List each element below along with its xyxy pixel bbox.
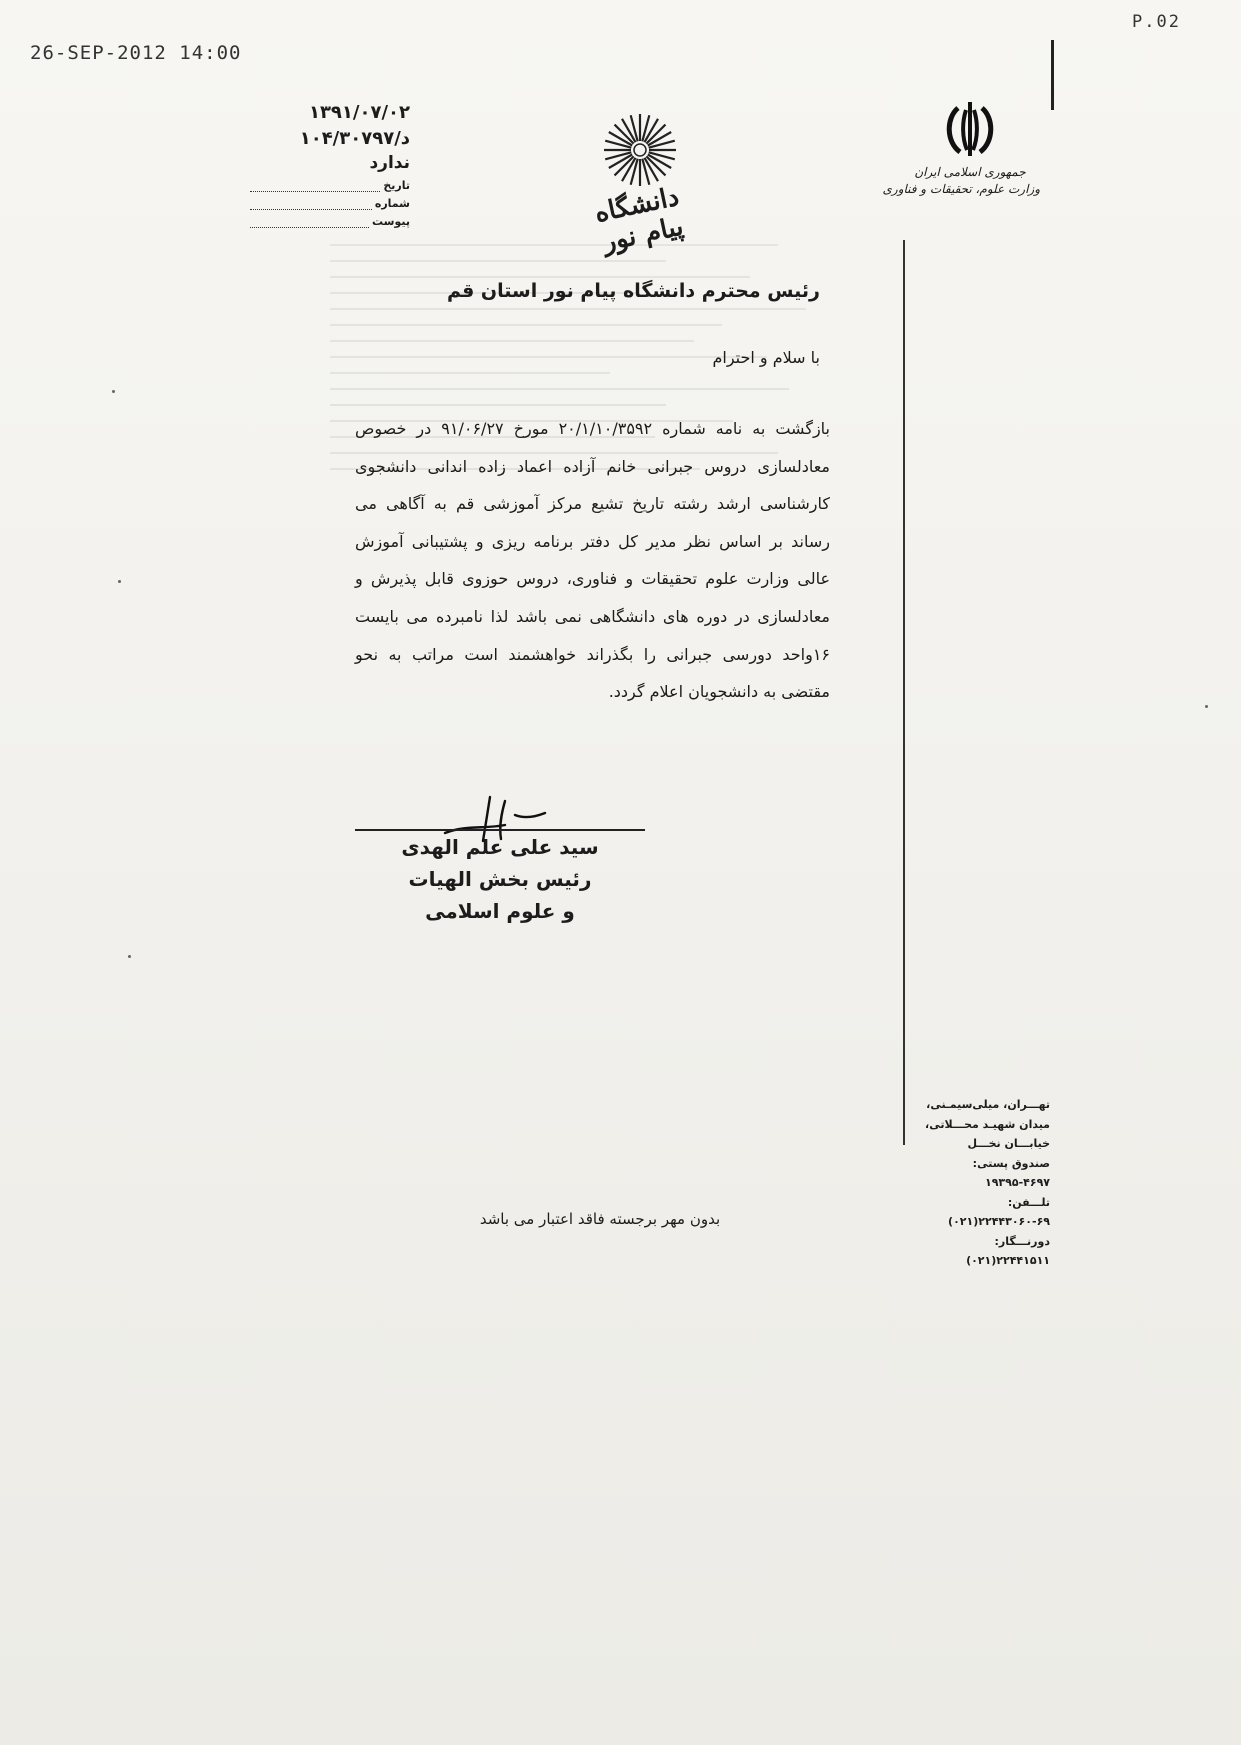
signatory-title: رئیس بخش الهیات	[408, 867, 592, 891]
attachment-field-row	[250, 210, 410, 228]
ministry-emblem	[882, 100, 1040, 198]
date-field-row	[250, 174, 410, 192]
university-logo	[585, 110, 695, 258]
number-label: شماره	[374, 197, 410, 210]
attachment-label: پیوست	[372, 215, 410, 228]
signature-line	[355, 829, 645, 831]
signatory-name: سید علی علم الهدی	[401, 835, 599, 859]
iran-emblem-icon	[942, 100, 998, 160]
number-line	[250, 199, 372, 210]
attachment-status: ندارد	[369, 153, 410, 173]
attachment-line	[250, 217, 369, 228]
number-field-row	[250, 192, 410, 210]
scan-speck	[118, 580, 121, 583]
ministry-address	[910, 1095, 1050, 1271]
recipient-title: رئیس محترم دانشگاه پیام نور استان قم	[446, 280, 820, 302]
scan-speck	[112, 390, 115, 393]
republic-label: جمهوری اسلامی ایران	[914, 165, 1026, 179]
fax-number: دورنـــگار: ۲۲۴۴۱۵۱۱(۰۲۱)	[966, 1234, 1050, 1267]
date-label: تاریخ	[383, 179, 410, 192]
po-box: صندوق پستی: ۴۶۹۷-۱۹۳۹۵	[972, 1156, 1050, 1189]
date-line	[250, 181, 380, 192]
university-name: دانشگاه پیام نور	[592, 181, 687, 258]
address-line: خیابـــان نخـــل	[967, 1137, 1050, 1150]
fax-timestamp: 26-SEP-2012 14:00	[30, 42, 242, 64]
scan-speck	[1205, 705, 1208, 708]
top-vertical-rule	[1051, 40, 1054, 110]
letter-body: بازگشت به نامه شماره ۲۰/۱/۱۰/۳۵۹۲ مورخ ۹۱/۰۶/۲۷ در خصوص معادلسازی دروس جبرانی خانم آزاده اعماد زاده اندانی دانشجوی کارشناسی ارشد رشته تاریخ تشیع مرکز آموزشی قم به آگاهی می رساند بر اساس نظر مدیر کل دفتر برنامه ریزی و پشتیبانی آموزش عالی وزارت علوم تحقیقات و فناوری، دروس حوزوی قابل پذیرش و معادلسازی در دوره های دانشگاهی نمی باشد لذا نامبرده می بایست ۱۶واحد دورسی جبرانی را بگذراند خواهشمند است مراتب به نحو مقتضی به دانشجویان اعلام گردد.	[355, 419, 830, 702]
letter-number: د/۱۰۴/۳۰۷۹۷	[299, 128, 410, 149]
greeting: با سلام و احترام	[712, 348, 820, 367]
letter-date: ۱۳۹۱/۰۷/۰۲	[308, 102, 410, 123]
address-line: میدان شهیـد محـــلاتی،	[925, 1117, 1050, 1131]
signatory-title-cont: و علوم اسلامی	[425, 899, 575, 923]
fax-page-number: P.02	[1132, 12, 1181, 32]
address-line: تهـــران، میلی‌سیمـنی،	[926, 1098, 1050, 1111]
margin-vertical-rule	[903, 240, 905, 1145]
phone: تلـــفن: ۶۹-۲۲۴۴۳۰۶۰(۰۲۱)	[948, 1195, 1050, 1228]
stamp-validity-note: بدون مهر برجسته فاقد اعتبار می باشد	[479, 1210, 721, 1228]
sunburst-logo-icon	[600, 110, 680, 190]
reference-block	[250, 100, 410, 228]
scan-speck	[128, 955, 131, 958]
ministry-label: وزارت علوم، تحقیقات و فناوری	[882, 182, 1040, 196]
